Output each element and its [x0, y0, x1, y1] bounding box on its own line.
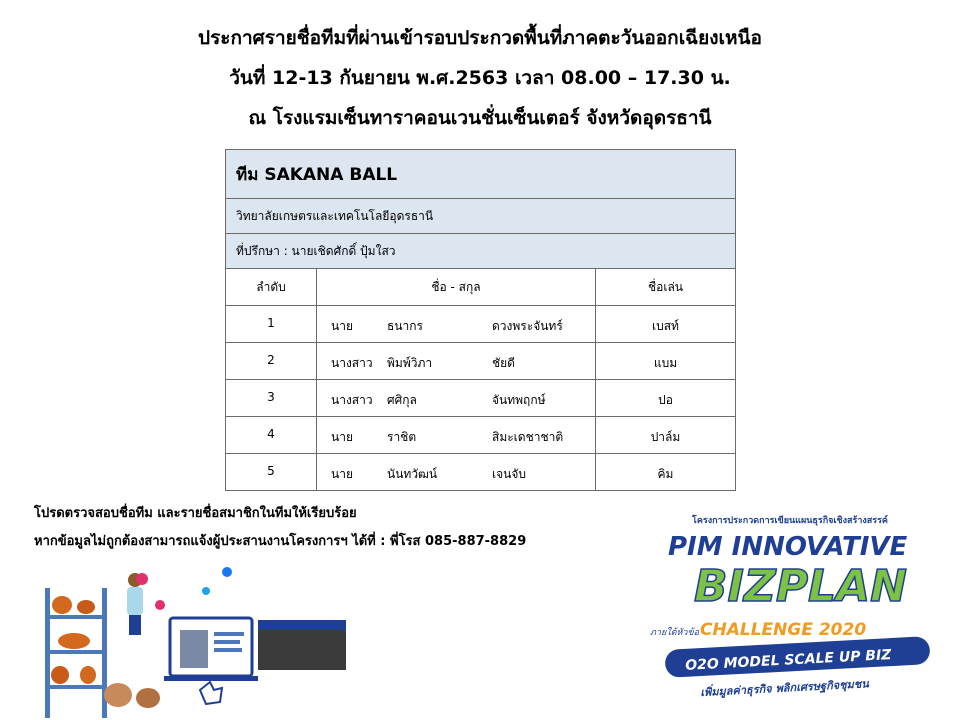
logo-line4: O2O MODEL SCALE UP BIZ [684, 647, 892, 674]
member-last-name: สิมะเดชาชาติ [492, 430, 564, 444]
logo-line1: PIM INNOVATIVE [668, 532, 908, 562]
table-row [226, 454, 736, 491]
pottery-display [104, 683, 160, 708]
team-name: ทีม SAKANA BALL [226, 150, 736, 199]
member-no: 4 [267, 427, 275, 441]
team-advisor-row [226, 234, 736, 269]
pottery-shelf [45, 588, 107, 718]
member-last-name: ดวงพระจันทร์ [492, 319, 563, 333]
header-title: ประกาศรายชื่อทีมที่ผ่านเข้ารอบประกวดพื้นที่ภาคตะวันออกเฉียงเหนือ [198, 27, 762, 49]
member-nickname: เบสท์ [652, 319, 679, 333]
instagram-icon [136, 573, 148, 585]
note-contact: หากข้อมูลไม่ถูกต้องสามารถแจ้งผู้ประสานงานโครงการฯ ได้ที่ : พี่โรส 085-887-8829 [34, 534, 527, 549]
hand-cursor-icon [200, 682, 222, 704]
member-first-name: ธนากร [387, 319, 423, 333]
member-no: 2 [267, 353, 275, 367]
team-school: วิทยาลัยเกษตรและเทคโนโลยีอุดรธานี [226, 199, 736, 234]
member-no: 5 [267, 464, 275, 478]
header-date: วันที่ 12-13 กันยายน พ.ศ.2563 เวลา 08.00 – 17.30 น. [229, 67, 731, 89]
member-nickname: ปอ [658, 393, 673, 407]
pim-bizplan-logo [640, 505, 950, 710]
laptop-screen [164, 618, 258, 681]
logo-line5: เพิ่มมูลค่าธุรกิจ พลิกเศรษฐกิจชุมชน [699, 677, 870, 700]
logo-line3: CHALLENGE 2020 [700, 620, 867, 640]
member-nickname: แบม [653, 356, 678, 370]
member-no: 3 [267, 390, 275, 404]
member-last-name: เจนจับ [492, 467, 526, 481]
instagram-icon-2 [155, 600, 165, 610]
member-first-name: ราชิต [387, 430, 417, 444]
logo-tagline: โครงการประกวดการเขียนแผนธุรกิจเชิงสร้างสรรค์ [692, 516, 888, 526]
member-no: 1 [267, 316, 275, 330]
team-name-row [226, 150, 736, 199]
store-counter [258, 620, 346, 670]
member-prefix: นาย [331, 467, 353, 481]
member-nickname: ปาล์ม [650, 430, 681, 444]
member-prefix: นาย [331, 430, 353, 444]
social-icons [130, 565, 240, 615]
col-header-no: ลำดับ [226, 269, 317, 306]
member-first-name: พิมพ์วิภา [387, 356, 433, 370]
logo-line2: BIZPLAN [694, 561, 907, 612]
team-table [225, 149, 736, 491]
table-row [226, 417, 736, 454]
team-school-row [226, 199, 736, 234]
member-prefix: นาย [331, 319, 353, 333]
member-first-name: นันทวัฒน์ [387, 467, 438, 481]
table-header-row [226, 269, 736, 306]
member-last-name: ชัยดี [492, 356, 515, 370]
member-nickname: คิม [657, 467, 674, 481]
table-row [226, 306, 736, 343]
note-check: โปรดตรวจสอบชื่อทีม และรายชื่อสมาชิกในทีมให้เรียบร้อย [34, 506, 357, 521]
facebook-icon [222, 567, 232, 577]
logo-under: ภายใต้หัวข้อ [650, 628, 700, 638]
header-venue: ณ โรงแรมเซ็นทาราคอนเวนชั่นเซ็นเตอร์ จังหวัดอุดรธานี [248, 107, 712, 129]
member-prefix: นางสาว [331, 356, 373, 370]
member-last-name: จันทพฤกษ์ [492, 393, 546, 407]
col-header-nick: ชื่อเล่น [596, 269, 736, 306]
member-first-name: ศศิกุล [387, 393, 417, 407]
table-row [226, 380, 736, 417]
col-header-name: ชื่อ - สกุล [317, 269, 596, 306]
announcement-header [0, 18, 960, 138]
twitter-icon [202, 587, 210, 595]
table-row [226, 343, 736, 380]
member-prefix: นางสาว [331, 393, 373, 407]
notes [34, 500, 526, 556]
team-advisor: ที่ปรึกษา : นายเชิดศักดิ์ ปุ้มใสว [226, 234, 736, 269]
